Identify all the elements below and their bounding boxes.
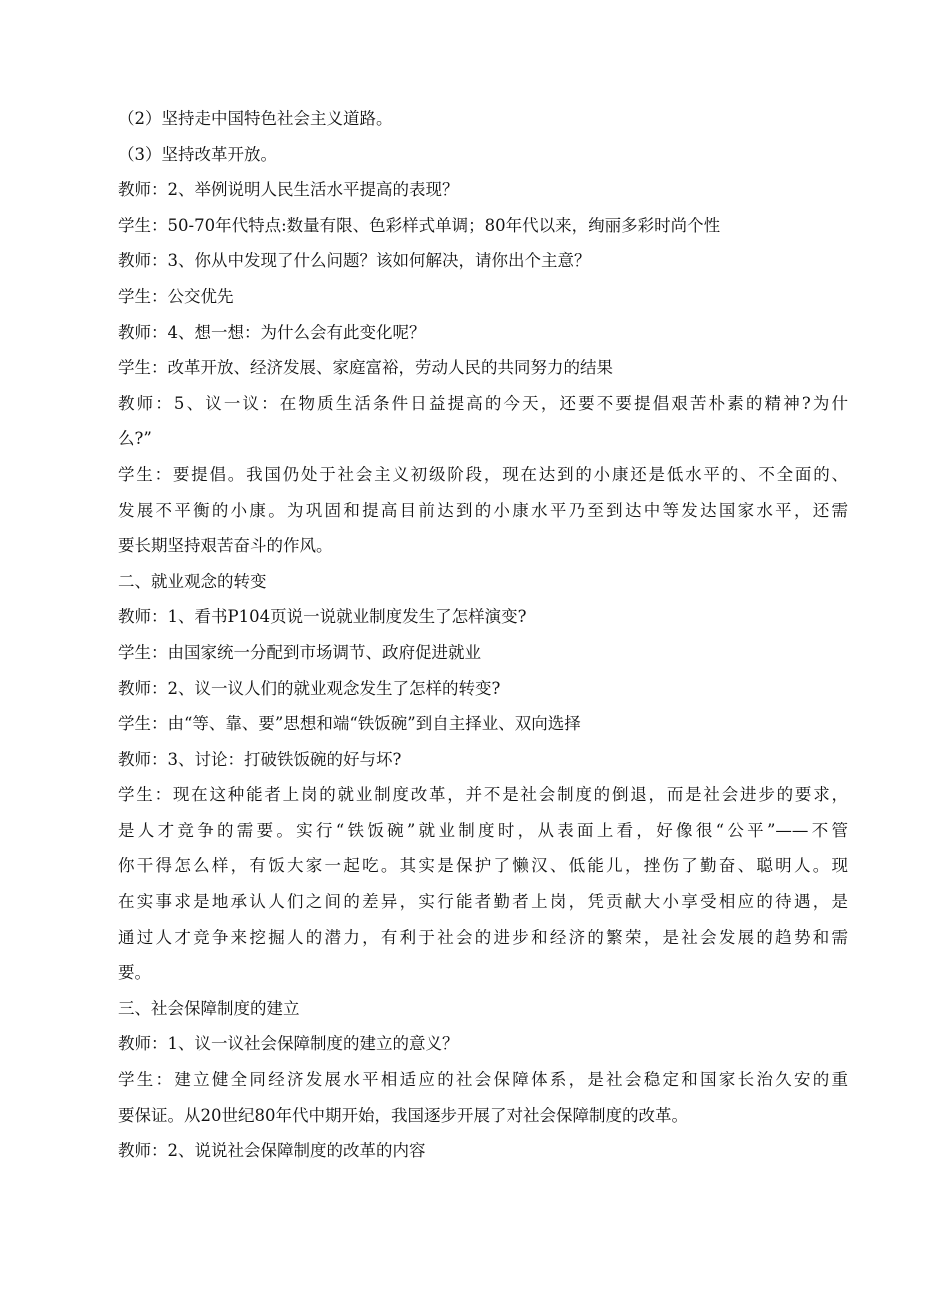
text-line: 么?”	[118, 429, 152, 449]
text-line: 要长期坚持艰苦奋斗的作风。	[118, 536, 333, 556]
text-line: 要保证。从20世纪80年代中期开始，我国逐步开展了对社会保障制度的改革。	[118, 1105, 688, 1125]
text-line: 学生：50-70年代特点:数量有限、色彩样式单调；80年代以来，绚丽多彩时尚个性	[118, 215, 721, 235]
text-line: 教师：3、你从中发现了什么问题？该如何解决，请你出个主意？	[118, 251, 591, 271]
text-line: 通过人才竞争来挖掘人的潜力，有利于社会的进步和经济的繁荣，是社会发展的趋势和需	[118, 927, 848, 947]
text-line: 要。	[118, 963, 151, 983]
text-line: 教师：2、议一议人们的就业观念发生了怎样的转变?	[118, 678, 501, 698]
text-line: 发展不平衡的小康。为巩固和提高目前达到的小康水平乃至到达中等发达国家水平，还需	[118, 500, 848, 520]
text-line: （3）坚持改革开放。	[118, 144, 277, 164]
text-line: 学生：由国家统一分配到市场调节、政府促进就业	[118, 642, 481, 662]
text-line: （2）坚持走中国特色社会主义道路。	[118, 109, 393, 128]
text-line: 你干得怎么样，有饭大家一起吃。其实是保护了懒汉、低能儿，挫伤了勤奋、聪明人。现	[118, 856, 848, 876]
section-heading: 三、社会保障制度的建立	[118, 998, 300, 1018]
text-line: 教师：5、议一议：在物质生活条件日益提高的今天，还要不要提倡艰苦朴素的精神?为什	[118, 393, 848, 413]
text-line: 学生：要提倡。我国仍处于社会主义初级阶段，现在达到的小康还是低水平的、不全面的、	[118, 464, 848, 484]
text-line: 教师：4、想一想：为什么会有此变化呢？	[118, 322, 426, 342]
text-line: 是人才竞争的需要。实行“铁饭碗”就业制度时，从表面上看，好像很“公平”——不管	[118, 820, 848, 840]
text-line: 学生：公交优先	[118, 286, 234, 306]
text-line: 学生：现在这种能者上岗的就业制度改革，并不是社会制度的倒退，而是社会进步的要求，	[118, 785, 848, 805]
text-line: 教师：3、讨论：打破铁饭碗的好与坏?	[118, 749, 402, 769]
text-line: 教师：1、议一议社会保障制度的建立的意义？	[118, 1034, 459, 1054]
text-line: 在实事求是地承认人们之间的差异，实行能者勤者上岗，凭贡献大小享受相应的待遇，是	[118, 892, 848, 912]
text-line: 教师：2、说说社会保障制度的改革的内容	[118, 1141, 426, 1161]
text-line: 学生：建立健全同经济发展水平相适应的社会保障体系，是社会稳定和国家长治久安的重	[118, 1070, 848, 1090]
text-line: 教师：2、举例说明人民生活水平提高的表现？	[118, 180, 459, 200]
text-line: 学生：由“等、靠、要”思想和端“铁饭碗”到自主择业、双向选择	[118, 714, 581, 734]
text-line: 教师：1、看书P104页说一说就业制度发生了怎样演变?	[118, 607, 527, 627]
document-body	[118, 101, 848, 1169]
section-heading: 二、就业观念的转变	[118, 571, 267, 591]
text-line: 学生：改革开放、经济发展、家庭富裕，劳动人民的共同努力的结果	[118, 358, 613, 378]
